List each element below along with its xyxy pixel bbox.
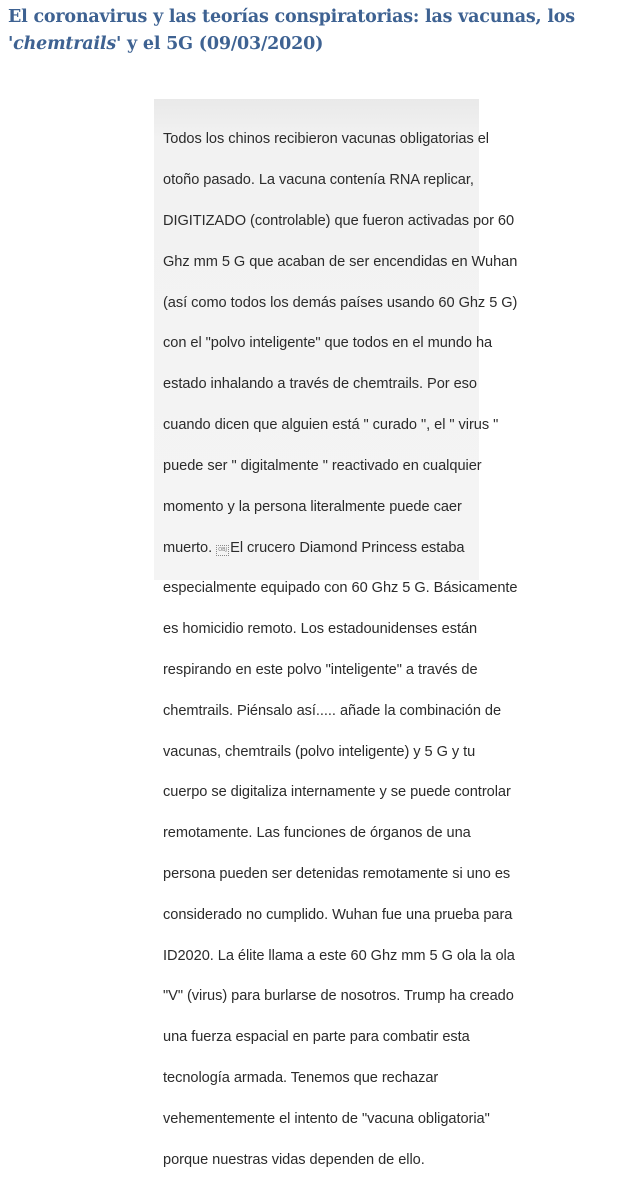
- title-quote-open: ': [8, 34, 14, 54]
- post-line: [163, 538, 475, 558]
- post-line: cuando dicen que alguien está " curado ", el " virus ": [163, 417, 499, 434]
- post-line: considerado no cumplido. Wuhan fue una prueba para: [163, 906, 513, 923]
- post-line: chemtrails. Piénsalo así..... añade la combinación de: [163, 702, 502, 719]
- post-line: (así como todos los demás países usando 60 Ghz 5 G): [163, 294, 518, 311]
- post-line-rest: El crucero Diamond Princess estaba: [230, 539, 465, 556]
- post-line: es homicidio remoto. Los estadounidenses están: [163, 621, 478, 638]
- post-line: una fuerza espacial en parte para combatir esta: [163, 1029, 470, 1046]
- object-replacement-icon: OBJ: [216, 545, 229, 556]
- post-line: porque nuestras vidas dependen de ello.: [163, 1151, 425, 1168]
- post-text: [163, 109, 518, 1190]
- post-line-prefix: muerto.: [163, 539, 217, 556]
- post-line: DIGITIZADO (controlable) que fueron activadas por 60: [163, 213, 515, 230]
- post-line: Ghz mm 5 G que acaban de ser encendidas en Wuhan: [163, 253, 518, 270]
- title-part2: ' y el 5G (09/03/2020): [116, 34, 324, 54]
- post-line: tecnología armada. Tenemos que rechazar: [163, 1070, 439, 1087]
- post-line: persona pueden ser detenidas remotamente si uno es: [163, 866, 511, 883]
- post-line: otoño pasado. La vacuna contenía RNA replicar,: [163, 172, 474, 189]
- post-line: vacunas, chemtrails (polvo inteligente) y 5 G y tu: [163, 743, 476, 760]
- social-post-screenshot: [154, 99, 518, 1168]
- post-line: remotamente. Las funciones de órganos de una: [163, 825, 471, 842]
- title-part1: El coronavirus y las teorías conspiratorias: las vacunas, los: [8, 7, 575, 27]
- post-line: respirando en este polvo "inteligente" a través de: [163, 661, 478, 678]
- post-line: cuerpo se digitaliza internamente y se puede controlar: [163, 784, 511, 801]
- article-title: [8, 4, 620, 58]
- post-line: estado inhalando a través de chemtrails. Por eso: [163, 376, 477, 393]
- post-line: puede ser " digitalmente " reactivado en cualquier: [163, 457, 482, 474]
- title-italic-term: chemtrails: [13, 34, 116, 54]
- post-line: ID2020. La élite llama a este 60 Ghz mm 5 G ola la ola: [163, 947, 515, 964]
- post-line: vehementemente el intento de "vacuna obligatoria": [163, 1110, 490, 1127]
- post-line: "V" (virus) para burlarse de nosotros. Trump ha creado: [163, 988, 514, 1005]
- post-line: momento y la persona literalmente puede caer: [163, 498, 462, 515]
- post-line: con el "polvo inteligente" que todos en el mundo ha: [163, 335, 493, 352]
- post-line: especialmente equipado con 60 Ghz 5 G. Básicamente: [163, 580, 518, 597]
- post-line: Todos los chinos recibieron vacunas obligatorias el: [163, 131, 489, 148]
